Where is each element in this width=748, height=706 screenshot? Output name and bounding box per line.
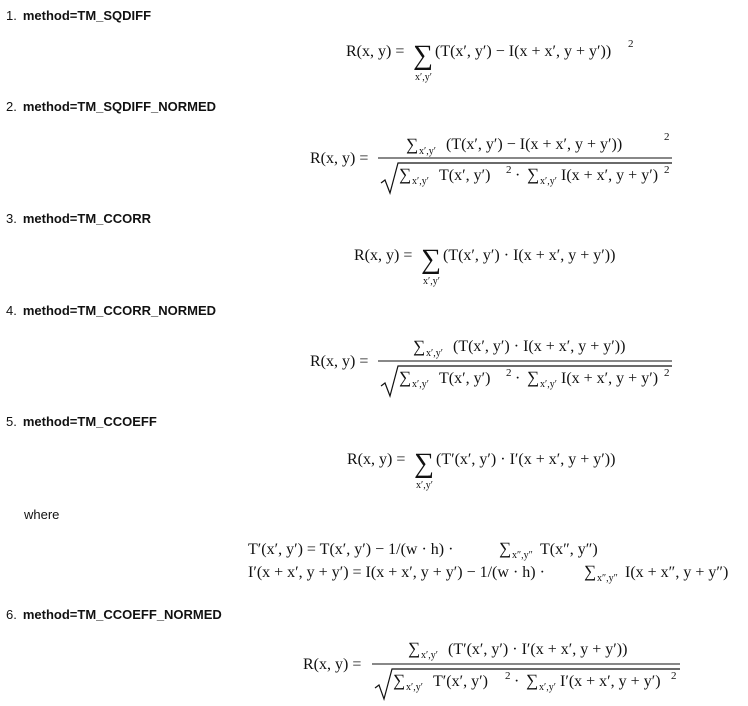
method-5-heading (6, 414, 157, 430)
formula-2-den-i: I(x + x′, y + y′) (561, 167, 659, 184)
method-1-heading (6, 8, 151, 24)
method-4-name: method=TM_CCORR_NORMED (22, 303, 217, 318)
method-4-number: 4. (6, 303, 17, 318)
formula-6-den-i: I′(x + x′, y + y′) (560, 673, 661, 690)
method-1-name: method=TM_SQDIFF (22, 8, 152, 23)
where-definitions (0, 534, 748, 584)
formula-4-den-dot: · (515, 370, 521, 387)
formula-2-den-i-exponent: 2 (664, 164, 670, 176)
formula-4-den-sum2-subscript: x′,y′ (540, 379, 557, 390)
formula-1-sum-subscript: x′,y′ (415, 72, 432, 83)
formula-tm-ccoeff (0, 442, 748, 502)
method-3-name: method=TM_CCORR (22, 211, 152, 226)
formula-tm-sqdiff-normed (0, 128, 748, 203)
formula-6-numerator: (T′(x′, y′) · I′(x + x′, y + y′)) (448, 641, 628, 658)
formula-4-lhs: R(x, y) = (310, 353, 369, 370)
formula-6-num-sum-symbol: ∑ (408, 639, 421, 658)
formula-4-num-sum-subscript: x′,y′ (426, 348, 443, 359)
formula-2-num-sum-symbol: ∑ (406, 135, 419, 154)
formula-1-exponent: 2 (628, 38, 634, 50)
formula-5-sum-subscript: x′,y′ (416, 480, 433, 491)
method-2-heading (6, 99, 216, 115)
formula-6-den-t-exponent: 2 (505, 670, 511, 682)
formula-1-lhs: R(x, y) = (346, 43, 405, 60)
where-t-lhs: T′(x′, y′) = T(x′, y′) − 1/(w · h) · (248, 541, 454, 558)
formula-2-numerator: (T(x′, y′) − I(x + x′, y + y′)) (446, 136, 623, 153)
formula-4-den-sum1-symbol: ∑ (399, 368, 412, 387)
method-6-name: method=TM_CCOEFF_NORMED (22, 607, 222, 622)
formula-6-den-t: T′(x′, y′) (433, 673, 488, 690)
where-label: where (24, 507, 60, 522)
where-i-lhs: I′(x + x′, y + y′) = I(x + x′, y + y′) − 1/(w · h) · (248, 564, 545, 581)
method-6-heading (6, 607, 222, 623)
formula-5-sum-symbol: ∑ (414, 448, 434, 479)
where-t-sum-subscript: x″,y″ (512, 550, 533, 561)
formula-2-den-sum1-subscript: x′,y′ (412, 176, 429, 187)
formula-2-num-sum-subscript: x′,y′ (419, 146, 436, 157)
formula-6-den-i-exponent: 2 (671, 670, 677, 682)
formula-tm-ccoeff-normed (0, 632, 748, 704)
formula-6-den-sum2-subscript: x′,y′ (539, 682, 556, 693)
formula-5-lhs: R(x, y) = (347, 451, 406, 468)
formula-tm-ccorr (0, 240, 748, 300)
method-5-number: 5. (6, 414, 17, 429)
method-2-number: 2. (6, 99, 17, 114)
formula-2-den-sum2-symbol: ∑ (527, 165, 540, 184)
formula-tm-ccorr-normed (0, 330, 748, 405)
where-t-rhs: T(x″, y″) (540, 541, 598, 558)
formula-6-num-sum-subscript: x′,y′ (421, 650, 438, 661)
method-3-number: 3. (6, 211, 17, 226)
formula-4-den-t-exponent: 2 (506, 367, 512, 379)
where-i-sum-symbol: ∑ (584, 562, 597, 581)
method-2-name: method=TM_SQDIFF_NORMED (22, 99, 217, 114)
method-5-name: method=TM_CCOEFF (22, 414, 157, 429)
formula-2-den-t: T(x′, y′) (439, 167, 491, 184)
formula-6-den-sum1-subscript: x′,y′ (406, 682, 423, 693)
formula-6-den-sum1-symbol: ∑ (393, 671, 406, 690)
method-1-number: 1. (6, 8, 17, 23)
formula-6-den-sum2-symbol: ∑ (526, 671, 539, 690)
formula-3-sum-symbol: ∑ (421, 244, 441, 275)
formula-2-lhs: R(x, y) = (310, 150, 369, 167)
formula-2-den-sum1-symbol: ∑ (399, 165, 412, 184)
formula-4-den-sum1-subscript: x′,y′ (412, 379, 429, 390)
formula-2-num-exponent: 2 (664, 131, 670, 143)
formula-6-lhs: R(x, y) = (303, 656, 362, 673)
formula-3-body: (T(x′, y′) · I(x + x′, y + y′)) (443, 247, 616, 264)
where-t-sum-symbol: ∑ (499, 539, 512, 558)
formula-6-den-dot: · (514, 673, 520, 690)
formula-4-den-i-exponent: 2 (664, 367, 670, 379)
formula-3-lhs: R(x, y) = (354, 247, 413, 264)
formula-tm-sqdiff (0, 36, 748, 96)
formula-4-den-sum2-symbol: ∑ (527, 368, 540, 387)
formula-5-body: (T′(x′, y′) · I′(x + x′, y + y′)) (436, 451, 616, 468)
formula-2-den-dot: · (515, 167, 521, 184)
formula-4-numerator: (T(x′, y′) · I(x + x′, y + y′)) (453, 338, 626, 355)
formula-1-sum-symbol: ∑ (413, 40, 433, 71)
formula-3-sum-subscript: x′,y′ (423, 276, 440, 287)
method-4-heading (6, 303, 216, 319)
formula-4-den-t: T(x′, y′) (439, 370, 491, 387)
formula-4-num-sum-symbol: ∑ (413, 337, 426, 356)
method-6-number: 6. (6, 607, 17, 622)
formula-1-body: (T(x′, y′) − I(x + x′, y + y′)) (435, 43, 612, 60)
formula-4-den-i: I(x + x′, y + y′) (561, 370, 659, 387)
formula-2-den-sum2-subscript: x′,y′ (540, 176, 557, 187)
where-i-sum-subscript: x″,y″ (597, 573, 618, 584)
formula-2-den-t-exponent: 2 (506, 164, 512, 176)
method-3-heading (6, 211, 151, 227)
where-i-rhs: I(x + x″, y + y″) (625, 564, 729, 581)
